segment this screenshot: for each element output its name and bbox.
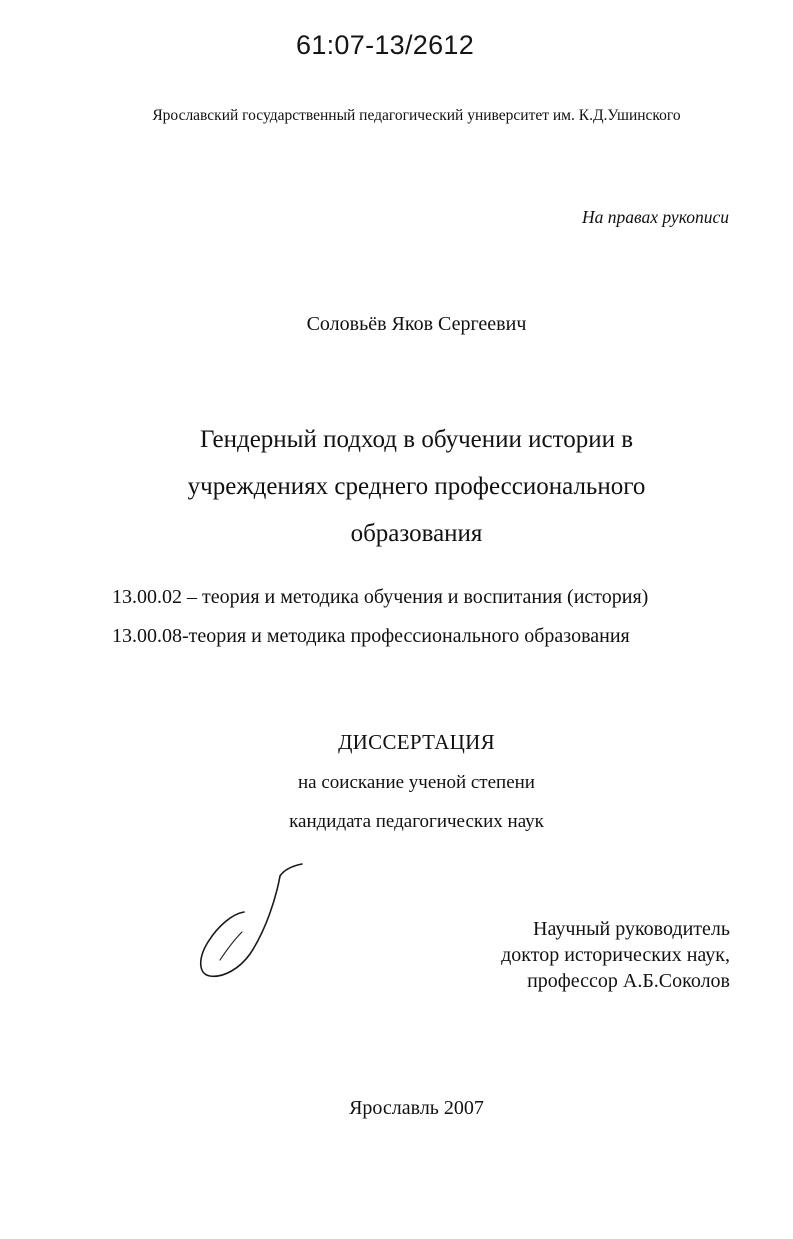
title-line: учреждениях среднего профессионального	[187, 473, 646, 500]
handwritten-signature-icon	[192, 858, 308, 983]
specialty-code-1: 13.00.02 – теория и методика обучения и воспитания (история)	[112, 586, 649, 608]
city-year: Ярославль 2007	[349, 1097, 484, 1119]
degree-purpose-line: на соискание ученой степени	[298, 772, 535, 793]
supervisor-name: профессор А.Б.Соколов	[527, 970, 730, 992]
title-line: образования	[350, 520, 483, 547]
catalog-number: 61:07-13/2612	[296, 30, 475, 60]
dissertation-title	[0, 416, 793, 557]
specialty-code-2: 13.00.08-теория и методика профессионального образования	[112, 625, 630, 647]
degree-name-line: кандидата педагогических наук	[289, 811, 544, 832]
author-name: Соловьёв Яков Сергеевич	[306, 313, 527, 335]
manuscript-rights-note: На правах рукописи	[582, 207, 729, 227]
supervisor-degree: доктор исторических наук,	[501, 944, 730, 966]
supervisor-block	[501, 916, 730, 994]
university-name: Ярославский государственный педагогический университет им. К.Д.Ушинского	[152, 107, 681, 124]
document-type: ДИССЕРТАЦИЯ	[338, 730, 495, 754]
supervisor-role: Научный руководитель	[533, 918, 730, 940]
title-line: Гендерный подход в обучении истории в	[199, 426, 634, 453]
